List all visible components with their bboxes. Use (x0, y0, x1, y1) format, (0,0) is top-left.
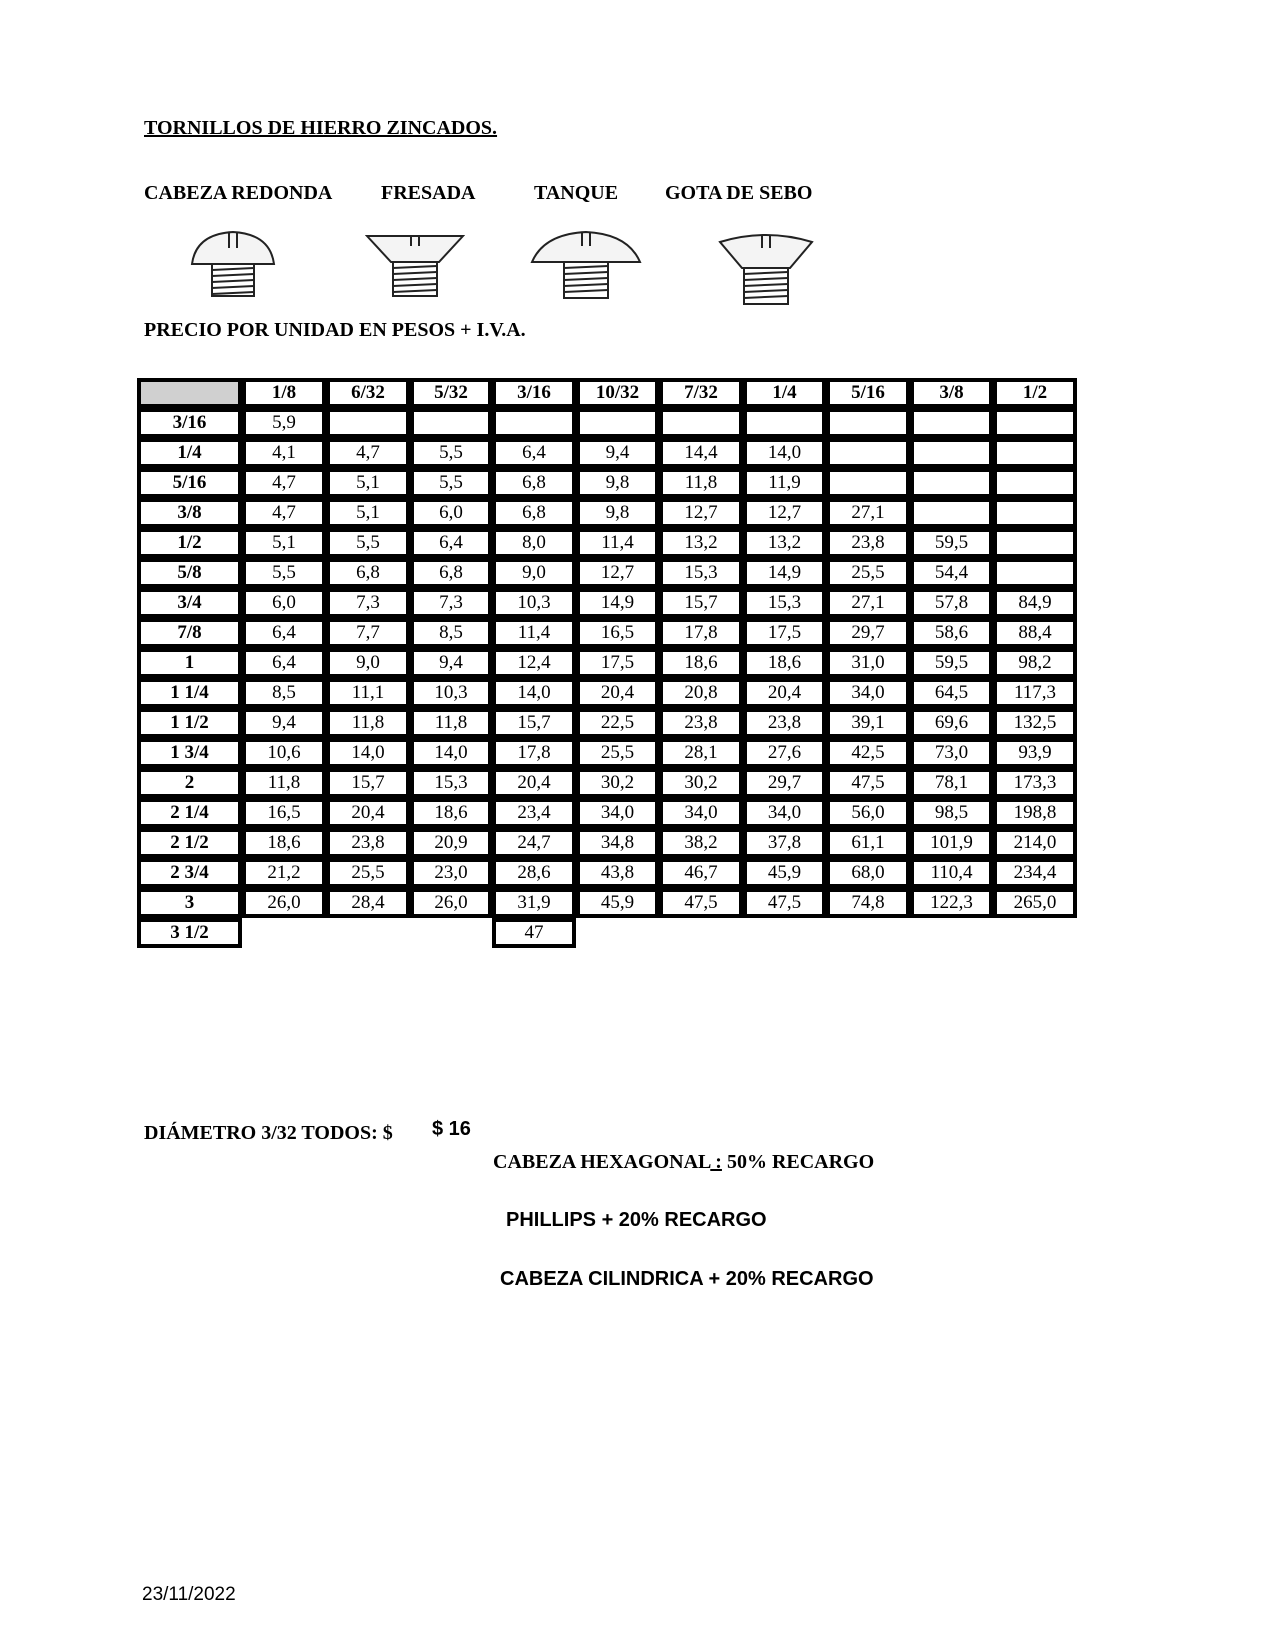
table-row (137, 888, 1077, 918)
price-cell: 45,9 (743, 858, 826, 888)
price-cell: 29,7 (826, 618, 910, 648)
price-cell: 10,3 (410, 678, 492, 708)
price-cell (910, 468, 993, 498)
price-cell: 9,8 (576, 468, 659, 498)
price-cell: 23,4 (492, 798, 576, 828)
price-cell: 5,1 (242, 528, 326, 558)
price-cell: 18,6 (659, 648, 743, 678)
price-cell: 22,5 (576, 708, 659, 738)
price-cell (910, 498, 993, 528)
table-row (137, 858, 1077, 888)
price-cell: 214,0 (993, 828, 1077, 858)
price-cell: 20,4 (743, 678, 826, 708)
price-cell: 6,8 (492, 468, 576, 498)
price-cell: 31,0 (826, 648, 910, 678)
price-cell: 47 (492, 918, 576, 948)
price-cell: 15,3 (659, 558, 743, 588)
price-cell: 30,2 (576, 768, 659, 798)
price-cell: 8,0 (492, 528, 576, 558)
price-cell (576, 408, 659, 438)
price-cell: 39,1 (826, 708, 910, 738)
column-header: 7/32 (659, 378, 743, 408)
price-cell: 5,5 (242, 558, 326, 588)
price-cell: 88,4 (993, 618, 1077, 648)
price-cell: 4,7 (242, 498, 326, 528)
price-cell: 4,7 (242, 468, 326, 498)
row-length-header: 3/4 (137, 588, 242, 618)
price-cell (242, 918, 326, 948)
diameter-3-32-label: DIÁMETRO 3/32 TODOS: $ (144, 1122, 393, 1144)
price-cell: 23,8 (659, 708, 743, 738)
price-cell: 110,4 (910, 858, 993, 888)
phillips-surcharge: PHILLIPS + 20% RECARGO (506, 1209, 767, 1231)
price-cell: 9,0 (492, 558, 576, 588)
price-cell: 23,8 (743, 708, 826, 738)
row-length-header: 1 (137, 648, 242, 678)
price-cell (743, 408, 826, 438)
price-cell: 34,0 (743, 798, 826, 828)
price-cell (910, 918, 993, 948)
table-row (137, 678, 1077, 708)
table-row (137, 588, 1077, 618)
price-cell (993, 498, 1077, 528)
price-cell: 45,9 (576, 888, 659, 918)
corner-cell (137, 378, 242, 408)
price-cell: 57,8 (910, 588, 993, 618)
column-header: 5/32 (410, 378, 492, 408)
price-cell: 20,8 (659, 678, 743, 708)
price-cell: 54,4 (910, 558, 993, 588)
table-row (137, 768, 1077, 798)
hex-head-surcharge (493, 1151, 874, 1174)
price-cell (410, 408, 492, 438)
price-cell: 23,8 (826, 528, 910, 558)
price-cell: 20,4 (492, 768, 576, 798)
price-cell: 73,0 (910, 738, 993, 768)
price-cell: 6,8 (492, 498, 576, 528)
price-cell: 9,8 (576, 498, 659, 528)
row-length-header: 5/8 (137, 558, 242, 588)
price-cell: 34,0 (826, 678, 910, 708)
table-row (137, 918, 1077, 948)
pan-head-screw-icon (530, 228, 642, 302)
row-length-header: 2 3/4 (137, 858, 242, 888)
head-type-redonda: CABEZA REDONDA (144, 182, 333, 204)
price-cell: 27,1 (826, 588, 910, 618)
row-length-header: 3/16 (137, 408, 242, 438)
price-cell: 11,9 (743, 468, 826, 498)
price-cell: 28,6 (492, 858, 576, 888)
row-length-header: 1 1/4 (137, 678, 242, 708)
price-cell: 13,2 (743, 528, 826, 558)
price-cell: 9,4 (576, 438, 659, 468)
price-cell: 25,5 (326, 858, 410, 888)
price-cell: 5,9 (242, 408, 326, 438)
table-row (137, 558, 1077, 588)
price-cell: 17,8 (492, 738, 576, 768)
price-cell: 24,7 (492, 828, 576, 858)
price-cell: 17,5 (743, 618, 826, 648)
price-cell: 31,9 (492, 888, 576, 918)
column-header: 5/16 (826, 378, 910, 408)
table-row (137, 828, 1077, 858)
price-cell: 64,5 (910, 678, 993, 708)
price-cell: 11,8 (659, 468, 743, 498)
document-date: 23/11/2022 (142, 1584, 236, 1605)
price-cell: 9,0 (326, 648, 410, 678)
price-cell: 13,2 (659, 528, 743, 558)
price-cell: 58,6 (910, 618, 993, 648)
document-title: TORNILLOS DE HIERRO ZINCADOS. (144, 117, 498, 139)
column-header: 3/8 (910, 378, 993, 408)
price-cell: 6,8 (410, 558, 492, 588)
price-cell: 6,4 (492, 438, 576, 468)
flat-head-screw-icon (365, 228, 465, 300)
price-cell (410, 918, 492, 948)
price-cell: 29,7 (743, 768, 826, 798)
price-cell: 23,8 (326, 828, 410, 858)
price-cell: 26,0 (242, 888, 326, 918)
price-cell: 12,4 (492, 648, 576, 678)
price-cell: 132,5 (993, 708, 1077, 738)
row-length-header: 1/4 (137, 438, 242, 468)
price-cell (993, 558, 1077, 588)
price-cell: 37,8 (743, 828, 826, 858)
column-header: 1/2 (993, 378, 1077, 408)
price-cell (743, 918, 826, 948)
price-cell: 18,6 (743, 648, 826, 678)
price-cell (826, 468, 910, 498)
price-cell: 98,2 (993, 648, 1077, 678)
price-cell: 61,1 (826, 828, 910, 858)
price-cell: 4,7 (326, 438, 410, 468)
table-row (137, 738, 1077, 768)
price-cell: 27,1 (826, 498, 910, 528)
row-length-header: 1 3/4 (137, 738, 242, 768)
price-cell: 74,8 (826, 888, 910, 918)
price-cell: 5,5 (410, 438, 492, 468)
price-cell: 21,2 (242, 858, 326, 888)
price-cell: 8,5 (242, 678, 326, 708)
price-cell: 20,4 (326, 798, 410, 828)
price-cell: 69,6 (910, 708, 993, 738)
price-cell: 6,0 (410, 498, 492, 528)
table-row (137, 648, 1077, 678)
price-cell: 11,8 (242, 768, 326, 798)
price-cell: 11,4 (492, 618, 576, 648)
table-row (137, 708, 1077, 738)
price-cell (826, 438, 910, 468)
price-cell: 7,3 (326, 588, 410, 618)
price-cell: 7,3 (410, 588, 492, 618)
price-cell: 20,9 (410, 828, 492, 858)
price-cell: 265,0 (993, 888, 1077, 918)
cylindrical-head-surcharge: CABEZA CILINDRICA + 20% RECARGO (500, 1268, 874, 1290)
table-row (137, 468, 1077, 498)
price-cell: 56,0 (826, 798, 910, 828)
price-cell: 14,4 (659, 438, 743, 468)
hex-head-percent: 50% RECARGO (721, 1151, 875, 1173)
price-cell: 47,5 (659, 888, 743, 918)
price-cell (993, 468, 1077, 498)
price-cell: 27,6 (743, 738, 826, 768)
price-cell: 16,5 (242, 798, 326, 828)
price-cell: 93,9 (993, 738, 1077, 768)
price-cell: 43,8 (576, 858, 659, 888)
price-cell: 5,5 (410, 468, 492, 498)
column-header: 6/32 (326, 378, 410, 408)
row-length-header: 2 1/4 (137, 798, 242, 828)
price-cell: 101,9 (910, 828, 993, 858)
price-cell: 12,7 (576, 558, 659, 588)
price-cell: 15,7 (659, 588, 743, 618)
price-cell (910, 408, 993, 438)
price-cell: 11,4 (576, 528, 659, 558)
price-cell (492, 408, 576, 438)
price-cell: 9,4 (410, 648, 492, 678)
price-cell (993, 408, 1077, 438)
price-cell: 10,3 (492, 588, 576, 618)
column-header: 10/32 (576, 378, 659, 408)
table-header-row (137, 378, 1077, 408)
price-cell: 20,4 (576, 678, 659, 708)
price-cell: 26,0 (410, 888, 492, 918)
price-cell: 5,1 (326, 498, 410, 528)
price-cell: 16,5 (576, 618, 659, 648)
table-row (137, 408, 1077, 438)
price-cell: 34,0 (659, 798, 743, 828)
price-cell: 14,0 (410, 738, 492, 768)
price-cell: 25,5 (576, 738, 659, 768)
price-cell (659, 918, 743, 948)
price-cell: 14,9 (743, 558, 826, 588)
head-type-gota-de-sebo: GOTA DE SEBO (665, 182, 813, 204)
price-cell: 28,4 (326, 888, 410, 918)
price-cell (576, 918, 659, 948)
price-cell: 18,6 (242, 828, 326, 858)
price-cell: 18,6 (410, 798, 492, 828)
price-cell: 14,0 (743, 438, 826, 468)
price-cell: 6,4 (242, 618, 326, 648)
table-row (137, 528, 1077, 558)
price-cell: 46,7 (659, 858, 743, 888)
price-cell: 47,5 (826, 768, 910, 798)
table-row (137, 798, 1077, 828)
head-type-tanque: TANQUE (534, 182, 619, 204)
row-length-header: 1/2 (137, 528, 242, 558)
price-cell: 198,8 (993, 798, 1077, 828)
price-cell: 6,4 (242, 648, 326, 678)
price-cell: 117,3 (993, 678, 1077, 708)
price-cell: 84,9 (993, 588, 1077, 618)
column-header: 1/8 (242, 378, 326, 408)
price-cell: 15,3 (743, 588, 826, 618)
price-note: PRECIO POR UNIDAD EN PESOS + I.V.A. (144, 319, 526, 341)
price-cell: 14,0 (326, 738, 410, 768)
price-cell: 9,4 (242, 708, 326, 738)
price-cell: 6,0 (242, 588, 326, 618)
row-length-header: 7/8 (137, 618, 242, 648)
price-cell: 11,1 (326, 678, 410, 708)
price-cell: 59,5 (910, 648, 993, 678)
head-type-fresada: FRESADA (381, 182, 476, 204)
price-cell (993, 438, 1077, 468)
price-cell: 98,5 (910, 798, 993, 828)
price-cell: 23,0 (410, 858, 492, 888)
row-length-header: 1 1/2 (137, 708, 242, 738)
row-length-header: 5/16 (137, 468, 242, 498)
price-cell: 8,5 (410, 618, 492, 648)
round-head-screw-icon (188, 228, 278, 300)
price-cell: 34,0 (576, 798, 659, 828)
price-cell (326, 918, 410, 948)
hex-head-label: CABEZA HEXAGONAL (493, 1151, 711, 1173)
price-cell: 6,8 (326, 558, 410, 588)
row-length-header: 3 1/2 (137, 918, 242, 948)
row-length-header: 2 (137, 768, 242, 798)
table-row (137, 498, 1077, 528)
price-cell: 234,4 (993, 858, 1077, 888)
price-cell: 11,8 (326, 708, 410, 738)
price-cell: 30,2 (659, 768, 743, 798)
row-length-header: 2 1/2 (137, 828, 242, 858)
price-cell (993, 918, 1077, 948)
price-cell: 34,8 (576, 828, 659, 858)
price-cell (326, 408, 410, 438)
table-row (137, 438, 1077, 468)
price-cell: 11,8 (410, 708, 492, 738)
price-cell: 59,5 (910, 528, 993, 558)
row-length-header: 3 (137, 888, 242, 918)
price-cell: 17,5 (576, 648, 659, 678)
hex-head-colon: : (710, 1151, 722, 1173)
oval-head-screw-icon (718, 228, 814, 308)
price-cell: 15,7 (492, 708, 576, 738)
price-cell: 42,5 (826, 738, 910, 768)
price-cell (910, 438, 993, 468)
price-cell (826, 408, 910, 438)
price-cell (993, 528, 1077, 558)
price-cell: 122,3 (910, 888, 993, 918)
column-header: 1/4 (743, 378, 826, 408)
price-cell: 15,3 (410, 768, 492, 798)
price-cell (826, 918, 910, 948)
price-cell: 17,8 (659, 618, 743, 648)
price-cell: 4,1 (242, 438, 326, 468)
price-cell: 5,1 (326, 468, 410, 498)
price-cell: 25,5 (826, 558, 910, 588)
diameter-3-32-price: $ 16 (432, 1118, 471, 1140)
price-cell: 15,7 (326, 768, 410, 798)
price-cell: 47,5 (743, 888, 826, 918)
price-cell: 28,1 (659, 738, 743, 768)
price-cell: 14,0 (492, 678, 576, 708)
column-header: 3/16 (492, 378, 576, 408)
price-cell: 173,3 (993, 768, 1077, 798)
price-cell: 78,1 (910, 768, 993, 798)
price-cell: 68,0 (826, 858, 910, 888)
price-cell: 7,7 (326, 618, 410, 648)
price-cell: 12,7 (743, 498, 826, 528)
price-cell: 10,6 (242, 738, 326, 768)
row-length-header: 3/8 (137, 498, 242, 528)
price-cell: 5,5 (326, 528, 410, 558)
price-table (137, 378, 1077, 948)
table-row (137, 618, 1077, 648)
price-cell: 12,7 (659, 498, 743, 528)
price-cell: 38,2 (659, 828, 743, 858)
price-cell (659, 408, 743, 438)
price-cell: 14,9 (576, 588, 659, 618)
price-cell: 6,4 (410, 528, 492, 558)
